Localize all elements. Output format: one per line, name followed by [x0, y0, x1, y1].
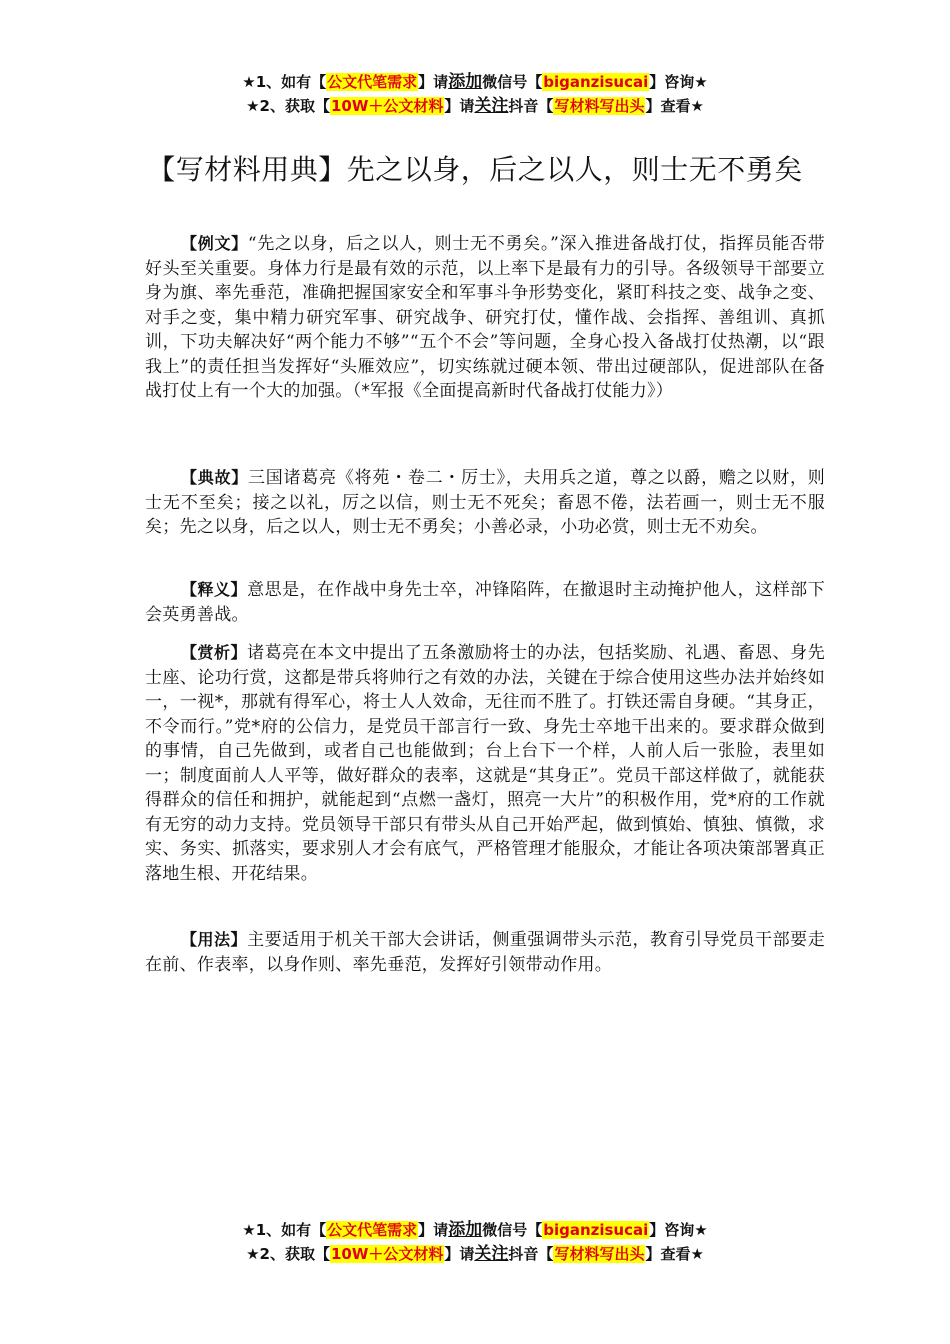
section-meaning [145, 578, 825, 627]
banner-text: 】请 [418, 1221, 449, 1239]
section-text: 三国诸葛亮《将苑・卷二・厉士》，夫用兵之道，尊之以爵，赡之以财，则士无不至矣；接之以礼，厉之以信，则士无不死矣；畜恩不倦，法若画一，则士无不服矣；先之以身，后之以人，则士无不勇矣；小善必录，小功必赏，则士无不劝矣。 [145, 468, 825, 537]
section-text: 主要适用于机关干部大会讲话，侧重强调带头示范，教育引导党员干部要走在前、作表率，以身作则、率先垂范，发挥好引领带动作用。 [145, 930, 825, 975]
banner-text: ★2、获取【 [246, 1245, 330, 1263]
banner-text: 】查看★ [645, 97, 704, 115]
header-banner [0, 70, 950, 118]
footer-banner [0, 1218, 950, 1266]
section-tag: 【释义】 [181, 580, 248, 599]
banner-line-2 [0, 1242, 950, 1266]
highlight-materials: 10W＋公文材料 [330, 1245, 444, 1263]
section-analysis [145, 641, 825, 886]
highlight-douyin-account: 写材料写出头 [554, 1245, 645, 1263]
highlight-materials: 10W＋公文材料 [330, 97, 444, 115]
banner-text: 】咨询★ [649, 1221, 708, 1239]
highlight-wechat-id: biganzisucai [543, 1221, 649, 1239]
banner-line-2 [0, 94, 950, 118]
banner-text: 】请 [444, 97, 475, 115]
section-tag: 【赏析】 [181, 643, 248, 662]
section-tag: 【用法】 [181, 930, 248, 949]
banner-text: 微信号【 [482, 1221, 543, 1239]
section-text: “先之以身，后之以人，则士无不勇矣。”深入推进备战打仗，指挥员能否带好头至关重要。身体力行是最有效的示范，以上率下是最有力的引导。各级领导干部要立身为旗、率先垂范，准确把握国家安全和军事斗争形势变化，紧盯科技之变、战争之变、对手之变，集中精力研究军事、研究战争、研究打仗，懂作战、会指挥、善组训、真抓训，下功夫解决好“两个能力不够”“五个不会”等问题，全身心投入备战打仗热潮，以“跟我上”的责任担当发挥好“头雁效应”，切实练就过硬本领、带出过硬部队，促进部队在备战打仗上有一个大的加强。 [145, 234, 825, 401]
banner-text: 抖音【 [508, 97, 554, 115]
source-citation: （*军报《全面提高新时代备战打仗能力》） [352, 381, 674, 401]
banner-text: 微信号【 [482, 73, 543, 91]
banner-line-1 [0, 70, 950, 94]
banner-text: 】请 [444, 1245, 475, 1263]
emphasis-add: 添加 [448, 1220, 483, 1240]
banner-text: 】请 [418, 73, 449, 91]
emphasis-follow: 关注 [474, 96, 509, 116]
highlight-douyin-account: 写材料写出头 [554, 97, 645, 115]
banner-line-1 [0, 1218, 950, 1242]
section-text: 意思是，在作战中身先士卒，冲锋陷阵，在撤退时主动掩护他人，这样部下会英勇善战。 [145, 580, 825, 625]
highlight-service: 公文代笔需求 [327, 1221, 418, 1239]
section-usage [145, 928, 825, 977]
section-text: 诸葛亮在本文中提出了五条激励将士的办法，包括奖励、礼遇、畜恩、身先士座、论功行赏，这都是带兵将帅行之有效的办法，关键在于综合使用这些办法并始终如一，一视*，那就有得军心，将士人人效命，无往而不胜了。打铁还需自身硬。“其身正，不令而行。”党*府的公信力，是党员干部言行一致、身先士卒地干出来的。要求群众做到的事情，自己先做到，或者自己也能做到；台上台下一个样，人前人后一张脸，表里如一；制度面前人人平等，做好群众的表率，这就是“其身正”。党员干部这样做了，就能获得群众的信任和拥护，就能起到“点燃一盏灯，照亮一大片”的积极作用，党*府的工作就有无穷的动力支持。党员领导干部只有带头从自己开始严起，做到慎始、慎独、慎微，求实、务实、抓落实，要求别人才会有底气，严格管理才能服众，才能让各项决策部署真正落地生根、开花结果。 [145, 643, 825, 884]
banner-text: ★2、获取【 [246, 97, 330, 115]
banner-text: 抖音【 [508, 1245, 554, 1263]
document-title: 【写材料用典】先之以身，后之以人，则士无不勇矣 [147, 153, 803, 186]
section-example [145, 232, 825, 404]
highlight-service: 公文代笔需求 [327, 73, 418, 91]
section-tag: 【典故】 [181, 468, 249, 487]
banner-text: 】咨询★ [649, 73, 708, 91]
banner-text: 】查看★ [645, 1245, 704, 1263]
section-tag: 【例文】 [181, 234, 248, 253]
emphasis-add: 添加 [448, 72, 483, 92]
section-story [145, 466, 825, 540]
banner-text: ★1、如有【 [242, 1221, 327, 1239]
highlight-wechat-id: biganzisucai [543, 73, 649, 91]
emphasis-follow: 关注 [474, 1244, 509, 1264]
banner-text: ★1、如有【 [242, 73, 327, 91]
